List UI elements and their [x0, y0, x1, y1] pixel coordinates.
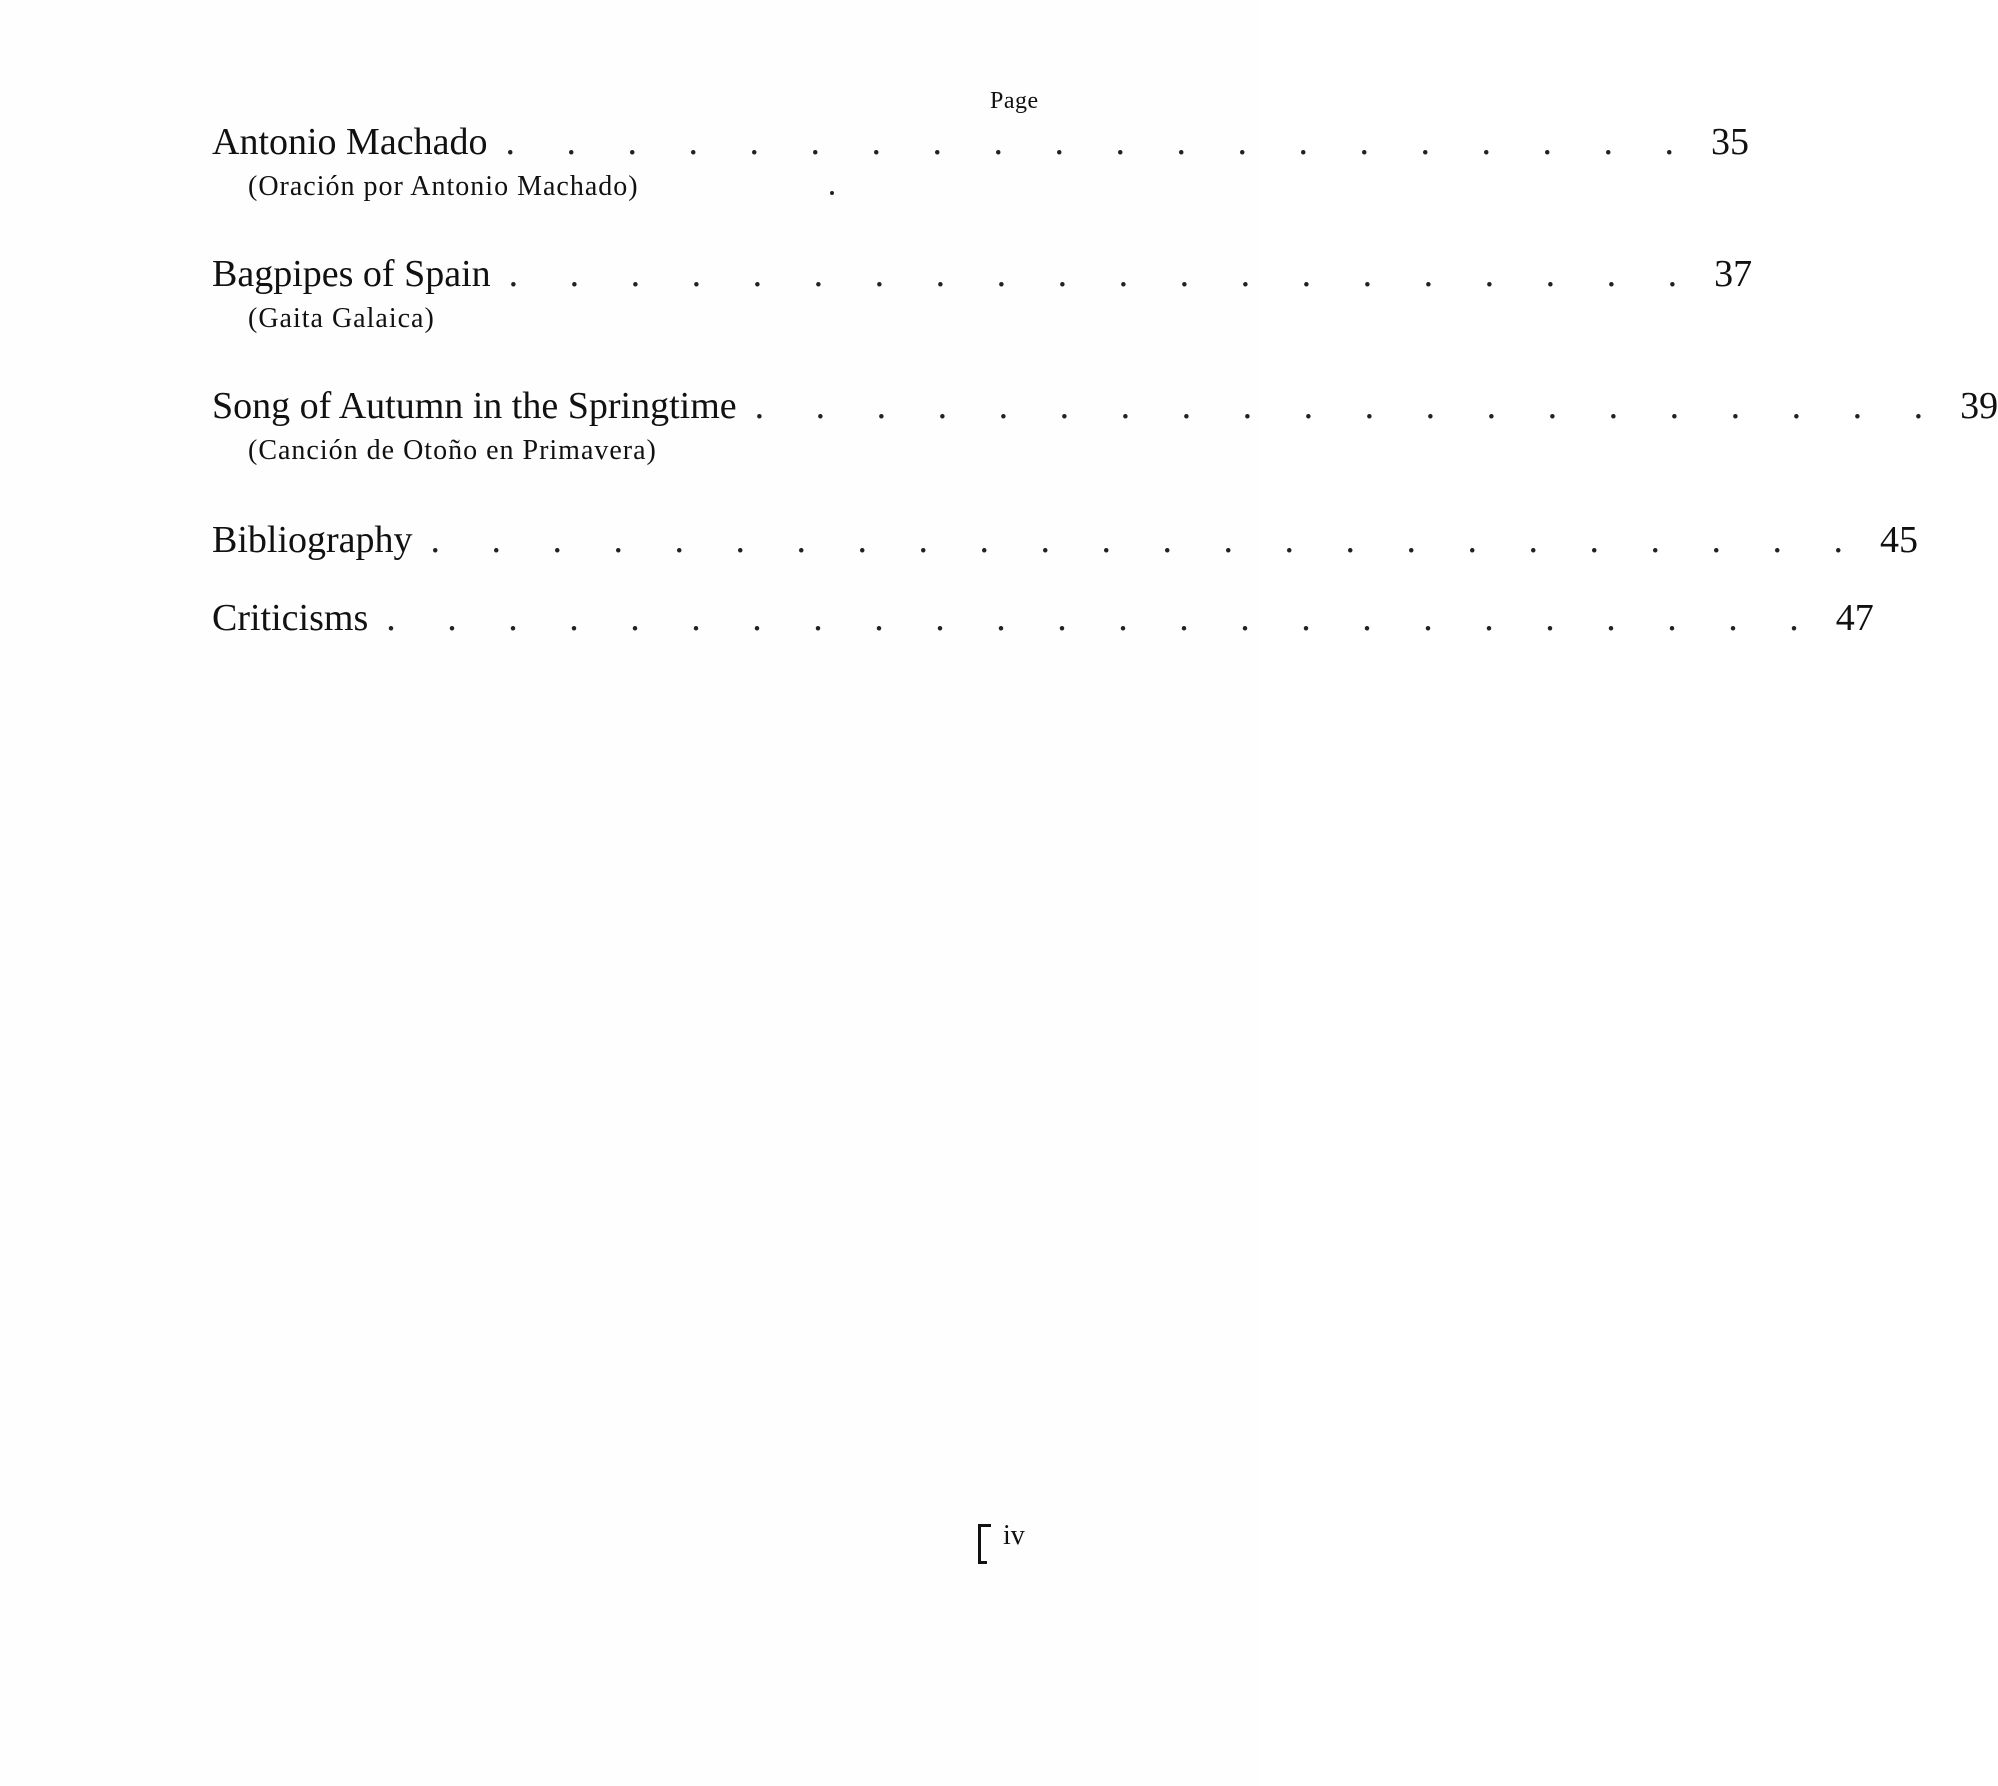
toc-entry-page-number: 37 [1714, 253, 1753, 295]
toc-entry-title: Bagpipes of Spain [212, 253, 491, 295]
toc-entry-title: Criticisms [212, 597, 369, 639]
toc-entry-line [212, 252, 1753, 296]
dot-leader: . . . . . . . . . . . . . . . . . . . . [505, 121, 1695, 163]
toc-entry-criticisms [212, 596, 1874, 640]
toc-entry-page-number: 45 [1880, 519, 1919, 561]
toc-entry-line [212, 518, 1919, 562]
toc-entry-subtitle: (Oración por Antonio Machado) [248, 171, 639, 202]
dot-leader: . . . . . . . . . . . . . . . . . . . . . . . . [386, 597, 1820, 639]
dot-leader: . . . . . . . . . . . . . . . . . . . . . . . . [430, 519, 1865, 561]
toc-entry-title: Antonio Machado [212, 121, 488, 163]
dot-leader: . . . . . . . . . . . . . . . . . . . . [754, 385, 1945, 427]
toc-entry-subtitle: (Canción de Otoño en Primavera) [248, 435, 657, 466]
dot-leader: . . . . . . . . . . . . . . . . . . . . [508, 253, 1699, 295]
folio-number: iv [1003, 1520, 1025, 1551]
folio [978, 1520, 1025, 1561]
toc-entry-line [212, 384, 1998, 428]
bracket-icon [978, 1524, 991, 1561]
toc-entry-page-number: 35 [1710, 121, 1749, 163]
toc-entry-subtitle: (Gaita Galaica) [248, 303, 435, 334]
page-column-heading: Page [990, 88, 1039, 114]
toc-entry-song-of-autumn [212, 384, 1998, 468]
toc-entry-title: Song of Autumn in the Springtime [212, 385, 737, 427]
toc-entry-title: Bibliography [212, 519, 413, 561]
toc-entry-page-number: 47 [1835, 597, 1874, 639]
toc-entry-line [212, 596, 1874, 640]
toc-entry-bagpipes-of-spain [212, 252, 1753, 336]
toc-entry-bibliography [212, 518, 1919, 562]
toc-entry-antonio-machado [212, 120, 1749, 204]
toc-entry-page-number: 39 [1960, 385, 1998, 427]
toc-entry-line [212, 120, 1749, 164]
stray-ink-mark [830, 191, 834, 195]
